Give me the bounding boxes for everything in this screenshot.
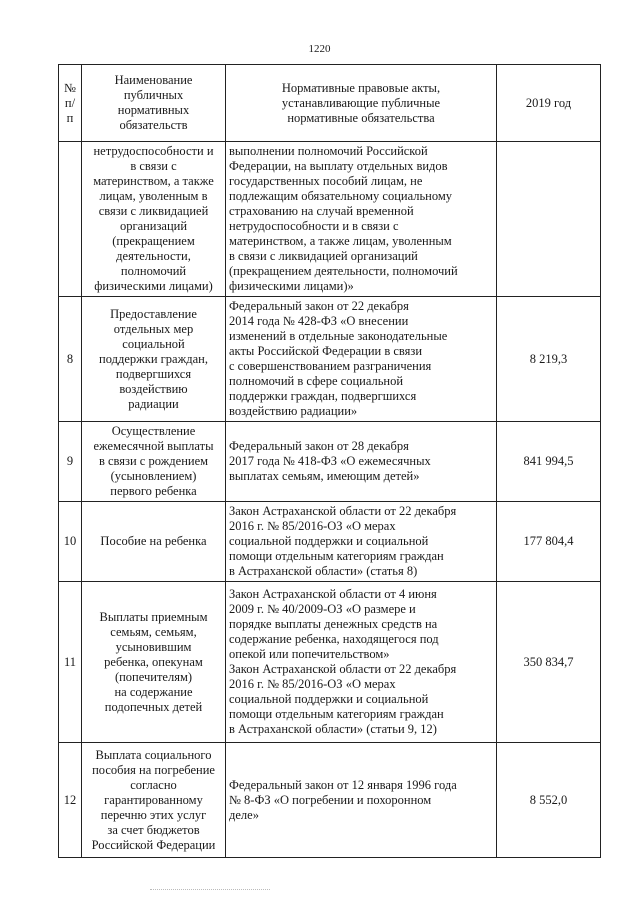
amount-2019: [497, 142, 601, 297]
text-line: организаций: [119, 219, 188, 233]
text-line: ежемесячной выплаты: [93, 439, 214, 453]
amount-2019: 8 219,3: [497, 297, 601, 422]
text-line: Нормативные правовые акты,: [281, 80, 441, 95]
text-line: №: [64, 80, 76, 95]
text-line: Федерации, на выплату отдельных видов: [229, 159, 448, 173]
text-line: нормативных: [117, 103, 190, 117]
text-line: первого ребенка: [110, 484, 197, 498]
text-line: в Астраханской области» (статьи 9, 12): [229, 722, 437, 736]
row-number: 9: [59, 422, 82, 502]
text-line: 2014 года № 428-ФЗ «О внесении: [229, 314, 409, 328]
text-line: (попечителям): [114, 669, 193, 684]
text-line: в связи с рождением: [98, 454, 209, 468]
text-line: пособия на погребение: [92, 762, 215, 777]
text-line: акты Российской Федерации в связи: [229, 344, 423, 358]
table-row: [59, 582, 601, 743]
text-line: Закон Астраханской области от 22 декабря: [229, 504, 457, 518]
text-line: воздействию: [119, 381, 188, 396]
text-line: Федеральный закон от 22 декабря: [229, 299, 409, 313]
text-line: физическими лицами)»: [229, 279, 354, 293]
text-line: поддержки граждан, подвергшихся: [229, 389, 417, 403]
text-line: радиации: [128, 396, 179, 411]
text-line: Выплаты приемным: [99, 609, 208, 624]
text-line: в Астраханской области» (статья 8): [229, 564, 418, 578]
text-line: страхованию на случай временной: [229, 204, 414, 218]
row-number: 10: [59, 502, 82, 582]
legal-acts: [226, 422, 497, 502]
text-line: Закон Астраханской области от 4 июня: [229, 587, 437, 601]
text-line: выплатах семьям, имеющим детей»: [229, 469, 420, 483]
table-row: [59, 502, 601, 582]
obligation-name: [82, 142, 226, 297]
header-name: [82, 65, 226, 142]
header-year: 2019 год: [497, 65, 601, 142]
text-line: устанавливающие публичные: [281, 95, 441, 110]
text-line: перечню этих услуг: [100, 807, 207, 822]
text-line: за счет бюджетов: [107, 822, 200, 837]
text-line: социальной поддержки и социальной: [229, 534, 429, 548]
text-line: Пособие на ребенка: [100, 534, 207, 548]
text-line: Выплата социального: [95, 747, 212, 762]
text-line: в связи с: [130, 159, 177, 173]
text-line: с совершенствованием разграничения: [229, 359, 432, 373]
text-line: воздействию радиации»: [229, 404, 358, 418]
text-line: в связи с ликвидацией организаций: [229, 249, 418, 263]
text-line: подопечных детей: [104, 699, 203, 714]
text-line: полномочий: [120, 264, 187, 278]
text-line: (усыновлением): [110, 469, 197, 483]
text-line: 2009 г. № 40/2009-ОЗ «О размере и: [229, 602, 416, 616]
legal-acts: [226, 743, 497, 858]
text-line: обязательств: [119, 118, 188, 132]
header-num: [59, 65, 82, 142]
text-line: деятельности,: [116, 249, 191, 263]
text-line: помощи отдельным категориям граждан: [229, 549, 444, 563]
text-line: подлежащим обязательному социальному: [229, 189, 453, 203]
text-line: помощи отдельным категориям граждан: [229, 707, 444, 721]
page-number: 1220: [308, 43, 331, 55]
header-acts: [226, 65, 497, 142]
text-line: (прекращением деятельности, полномочий: [229, 264, 458, 278]
text-line: связи с ликвидацией: [98, 204, 209, 218]
row-number: [59, 142, 82, 297]
text-line: 2016 г. № 85/2016-ОЗ «О мерах: [229, 677, 396, 691]
text-line: поддержки граждан,: [99, 351, 208, 366]
table-row: [59, 142, 601, 297]
row-number: 11: [59, 582, 82, 743]
text-line: подвергшихся: [115, 366, 192, 381]
row-number: 8: [59, 297, 82, 422]
text-line: ребенка, опекунам: [104, 654, 203, 669]
text-line: согласно: [130, 777, 177, 792]
text-line: изменений в отдельные законодательные: [229, 329, 448, 343]
text-line: усыновившим: [115, 639, 192, 654]
legal-acts: [226, 502, 497, 582]
text-line: нетрудоспособности и: [93, 144, 214, 158]
text-line: № 8-ФЗ «О погребении и похоронном: [229, 792, 432, 807]
text-line: опекой или попечительством»: [229, 647, 390, 661]
row-number: 12: [59, 743, 82, 858]
obligation-name: [82, 502, 226, 582]
text-line: (прекращением: [112, 234, 195, 248]
text-line: семьям, семьям,: [110, 624, 197, 639]
text-line: гарантированному: [104, 792, 203, 807]
table-row: [59, 297, 601, 422]
text-line: Предоставление: [110, 306, 197, 321]
table-body: [59, 142, 601, 858]
table-header-row: [59, 65, 601, 142]
text-line: 2016 г. № 85/2016-ОЗ «О мерах: [229, 519, 396, 533]
legal-acts: [226, 582, 497, 743]
text-line: п/п: [64, 95, 76, 125]
legal-acts: [226, 297, 497, 422]
table-row: [59, 422, 601, 502]
obligation-name: [82, 422, 226, 502]
text-line: на содержание: [114, 684, 193, 699]
legal-acts: [226, 142, 497, 297]
text-line: полномочий в сфере социальной: [229, 374, 404, 388]
obligation-name: [82, 743, 226, 858]
text-line: Закон Астраханской области от 22 декабря: [229, 662, 457, 676]
table-row: [59, 743, 601, 858]
text-line: публичных: [123, 88, 184, 102]
text-line: Российской Федерации: [91, 837, 216, 852]
obligations-table: [58, 64, 601, 858]
text-line: 2017 года № 418-ФЗ «О ежемесячных: [229, 454, 431, 468]
page-edge-mark: [150, 889, 270, 892]
text-line: порядке выплаты денежных средств на: [229, 617, 438, 631]
text-line: материнством, а также: [93, 174, 214, 188]
text-line: содержание ребенка, находящегося под: [229, 632, 439, 646]
amount-2019: 177 804,4: [497, 502, 601, 582]
obligation-name: [82, 297, 226, 422]
text-line: государственных пособий лицам, не: [229, 174, 423, 188]
text-line: Федеральный закон от 28 декабря: [229, 439, 409, 453]
text-line: Федеральный закон от 12 января 1996 года: [229, 777, 457, 792]
text-line: деле»: [229, 807, 259, 822]
text-line: социальной поддержки и социальной: [229, 692, 429, 706]
amount-2019: 350 834,7: [497, 582, 601, 743]
obligation-name: [82, 582, 226, 743]
amount-2019: 841 994,5: [497, 422, 601, 502]
text-line: выполнении полномочий Российской: [229, 144, 428, 158]
text-line: нормативные обязательства: [287, 110, 435, 125]
text-line: Наименование: [114, 73, 193, 87]
text-line: социальной: [122, 336, 185, 351]
text-line: Осуществление: [111, 424, 196, 438]
text-line: нетрудоспособности и в связи с: [229, 219, 399, 233]
text-line: материнством, а также лицам, уволенным: [229, 234, 452, 248]
text-line: отдельных мер: [113, 321, 194, 336]
amount-2019: 8 552,0: [497, 743, 601, 858]
text-line: физическими лицами): [94, 279, 213, 293]
text-line: лицам, уволенным в: [99, 189, 208, 203]
